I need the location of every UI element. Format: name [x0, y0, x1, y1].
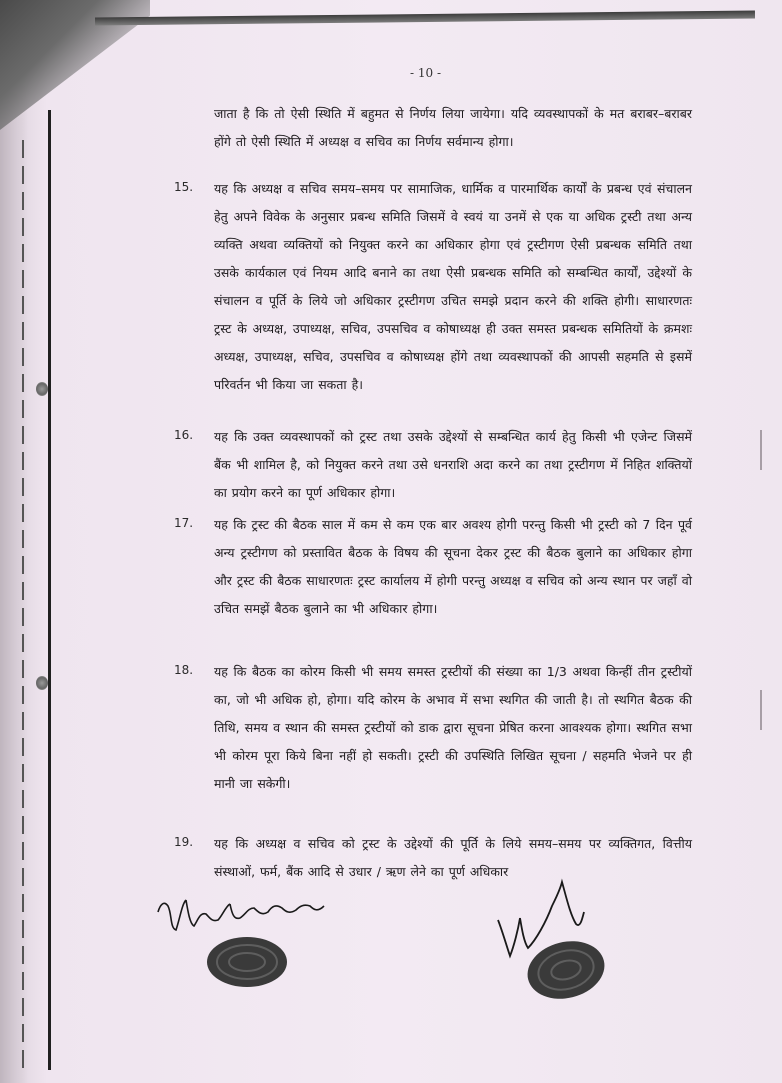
paragraph-text: यह कि बैठक का कोरम किसी भी समय समस्त ट्रस्टीयों की संख्या का 1/3 अथवा किन्हीं तीन ट्रस्टीयों का, जो भी अधिक हो, होगा। यदि कोरम के अभाव में सभा स्थगित की जाती है। तो स्थगित बैठक की तिथि, समय व स्थान की समस्त ट्रस्टीयों को डाक द्वारा सूचना प्रेषित करना आवश्यक होगा। स्थगित सभा भी कोरम पूरा किये बिना नहीं हो सकती। ट्रस्टी की उपस्थिति लिखित सूचना / सहमति भेजने पर ही मानी जा सकेगी।	[214, 664, 692, 791]
handwritten-signature-right	[498, 882, 584, 956]
paragraph-continued	[214, 100, 692, 156]
paragraph-18	[174, 658, 692, 798]
thumbprint-ridges	[229, 953, 265, 971]
paragraph-text: जाता है कि तो ऐसी स्थिति में बहुमत से निर्णय लिया जायेगा। यदि व्यवस्थापकों के मत बराबर–बराबर होंगे तो ऐसी स्थिति में अध्यक्ष व सचिव का निर्णय सर्वमान्य होगा।	[214, 106, 692, 149]
paragraph-text: यह कि उक्त व्यवस्थापकों को ट्रस्ट तथा उसके उद्देश्यों से सम्बन्धित कार्य हेतु किसी भी एजेन्ट जिसमें बैंक भी शामिल है, को नियुक्त करने तथा उसे धनराशि अदा करने का तथा ट्रस्टीगण में निहित शक्तियों का प्रयोग करने का पूर्ण अधिकार होगा।	[214, 429, 692, 500]
paragraph-17	[174, 511, 692, 623]
thumbprint-right	[521, 933, 610, 1006]
margin-line	[48, 110, 51, 1070]
paragraph-19	[174, 830, 692, 886]
paragraph-text: यह कि अध्यक्ष व सचिव समय–समय पर सामाजिक, धार्मिक व पारमार्थिक कार्यों के प्रबन्ध एवं संचालन हेतु अपने विवेक के अनुसार प्रबन्ध समिति जिसमें वे स्वयं या उनमें से एक या अधिक ट्रस्टी तथा अन्य व्यक्ति अथवा व्यक्तियों को नियुक्त करने का अधिकार होगा एवं ट्रस्टीगण ऐसी प्रबन्धक समिति तथा उसके कार्यकाल एवं नियम आदि बनाने का तथा ऐसी प्रबन्धक समिति को सम्बन्धित कार्यों, उद्देश्यों के संचालन व पूर्ति के लिये जो अधिकार ट्रस्टीगण उचित समझे प्रदान करने की शक्ति होगी। साधारणतः ट्रस्ट के अध्यक्ष, उपाध्यक्ष, सचिव, उपसचिव व कोषाध्यक्ष ही उक्त समस्त प्रबन्धक समितियों के क्रमशः अध्यक्ष, उपाध्यक्ष, सचिव, उपसचिव व कोषाध्यक्ष होंगे तथा व्यवस्थापकों की आपसी सहमति से इसमें परिवर्तन भी किया जा सकता है।	[214, 181, 692, 392]
paragraph-number: 17.	[174, 516, 194, 530]
scan-mark	[760, 690, 762, 730]
page-number: - 10 -	[410, 66, 442, 80]
paragraph-number: 19.	[174, 835, 194, 849]
thumbprint-ridges	[549, 958, 582, 983]
paragraph-text: यह कि ट्रस्ट की बैठक साल में कम से कम एक बार अवश्य होगी परन्तु किसी भी ट्रस्टी को 7 दिन पूर्व अन्य ट्रस्टीगण को प्रस्तावित बैठक के विषय की सूचना देकर ट्रस्ट की बैठक बुलाने का अधिकार होगा और ट्रस्ट की बैठक साधारणतः ट्रस्ट कार्यालय में होगी परन्तु अध्यक्ष व सचिव को अन्य स्थान पर जहाँ वो उचित समझें बैठक बुलाने का भी अधिकार होगा।	[214, 517, 692, 616]
thumbprint-ridges	[534, 945, 598, 995]
paragraph-number: 18.	[174, 663, 194, 677]
scan-mark	[760, 430, 762, 470]
paragraph-15	[174, 175, 692, 399]
punch-hole	[36, 382, 48, 396]
paragraph-number: 15.	[174, 180, 194, 194]
paragraph-number: 16.	[174, 428, 194, 442]
thumbprint-ridges	[217, 945, 277, 979]
handwritten-signature-left	[158, 900, 324, 930]
paragraph-text: यह कि अध्यक्ष व सचिव को ट्रस्ट के उद्देश्यों की पूर्ति के लिये समय–समय पर व्यक्तिगत, वित्तीय संस्थाओं, फर्म, बैंक आदि से उधार / ऋण लेने का पूर्ण अधिकार	[214, 836, 692, 879]
thumbprint-left	[207, 937, 287, 987]
paragraph-16	[174, 423, 692, 507]
binding-stitch	[22, 140, 24, 1070]
punch-hole	[36, 676, 48, 690]
top-binding-bar	[95, 11, 755, 26]
